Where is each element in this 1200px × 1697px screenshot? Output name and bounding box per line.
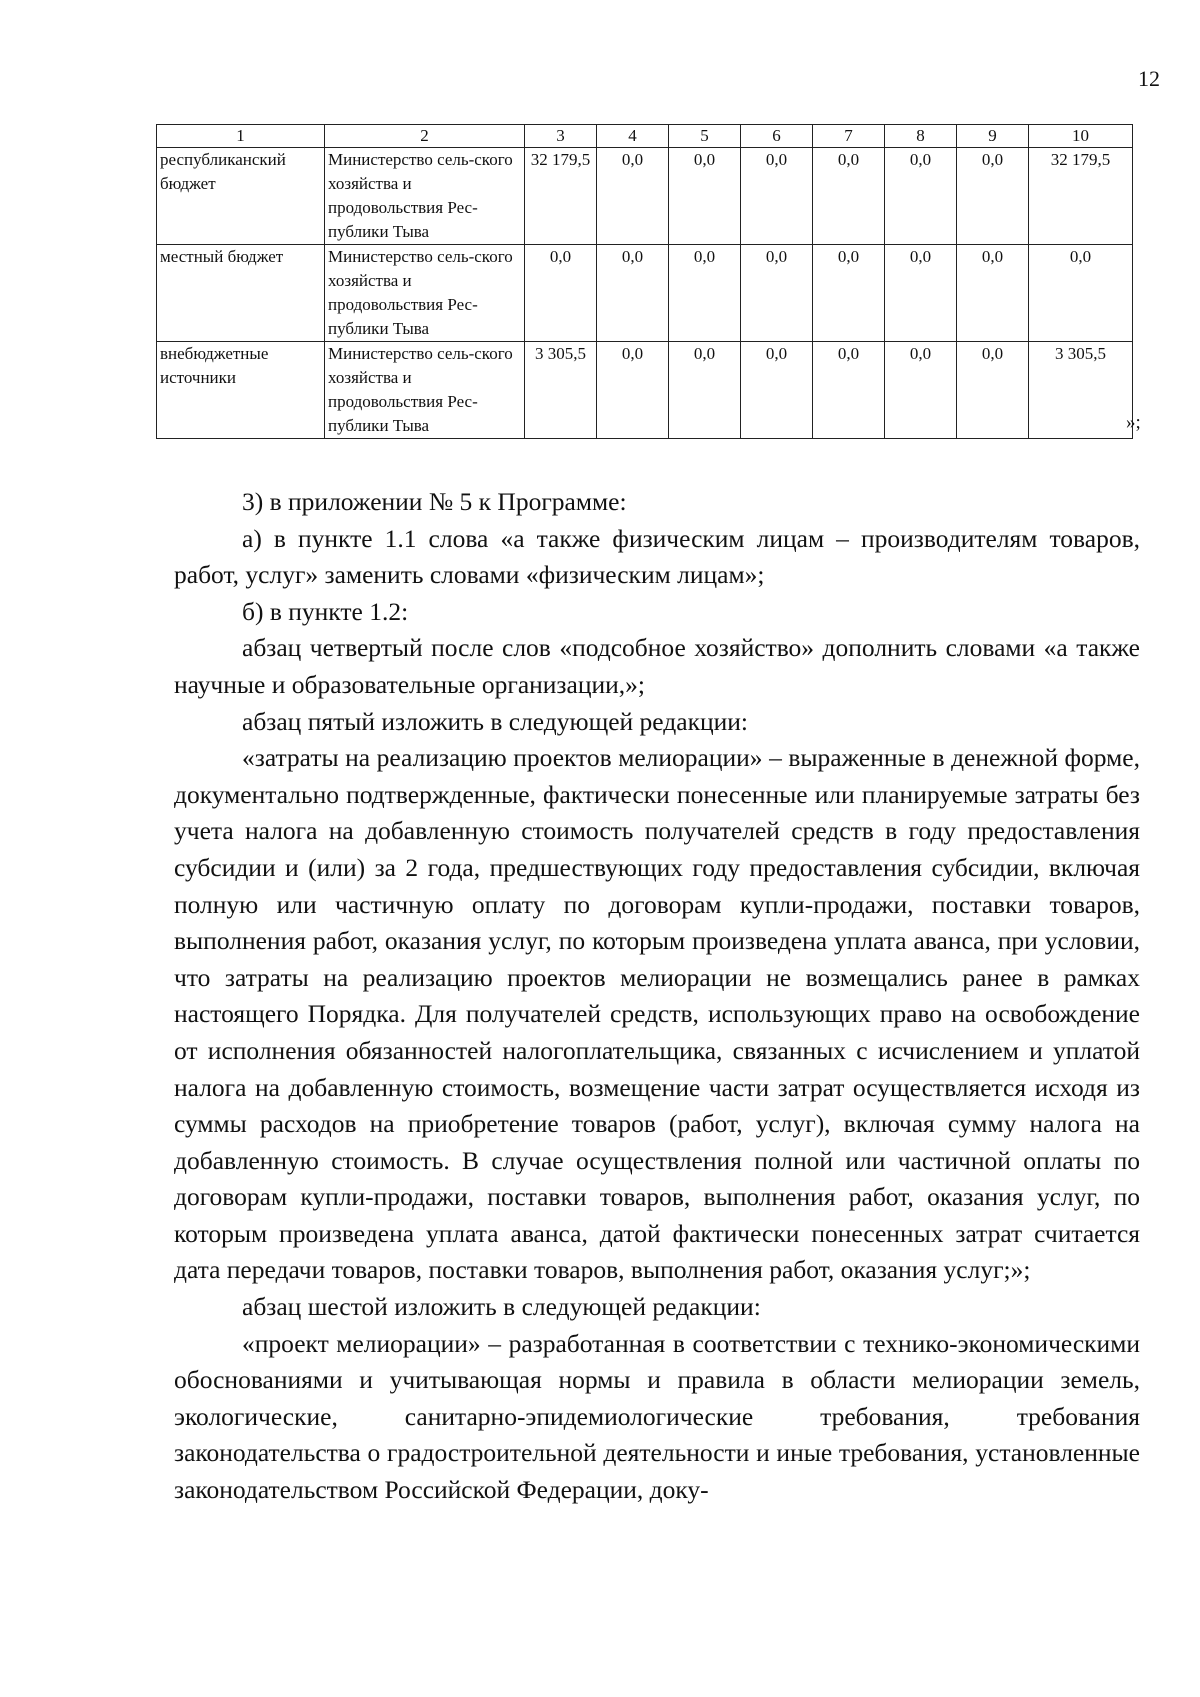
table-row-republican-budget: [157, 148, 1133, 245]
value-cell: 0,0: [957, 245, 1029, 342]
paragraph: 3) в приложении № 5 к Программе:: [242, 487, 627, 516]
page-number: 12: [1138, 66, 1160, 91]
document-body: [174, 484, 1140, 1509]
value-cell: 0,0: [669, 245, 741, 342]
value-cell: 0,0: [957, 148, 1029, 245]
table-row-local-budget: [157, 245, 1133, 342]
agency-cell: Министерство сель-ского хозяйства и продовольствия Рес-публики Тыва: [325, 342, 525, 439]
table-closing-quote: »;: [1126, 412, 1141, 433]
funding-table: [156, 124, 1133, 439]
table-header-cell: 1: [157, 125, 325, 148]
value-cell: 0,0: [885, 342, 957, 439]
paragraph: абзац пятый изложить в следующей редакции:: [242, 706, 748, 736]
value-cell: 0,0: [813, 245, 885, 342]
agency-cell: Министерство сель-ского хозяйства и продовольствия Рес-публики Тыва: [325, 245, 525, 342]
value-cell: 0,0: [597, 148, 669, 245]
table-row-extrabudgetary: [157, 342, 1133, 439]
value-cell: 0,0: [813, 148, 885, 245]
paragraph: а) в пункте 1.1 слова «а также физическим лицам – производителям товаров, работ, услуг» заменить словами «физическим лицам»;: [174, 523, 1140, 590]
table-header-row: [157, 125, 1133, 148]
paragraph: абзац шестой изложить в следующей редакции:: [242, 1292, 761, 1322]
paragraph: абзац четвертый после слов «подсобное хозяйство» дополнить словами «а также научные и образовательные организации,»;: [174, 633, 1140, 699]
table-header-cell: 7: [813, 125, 885, 148]
value-cell: 3 305,5: [525, 342, 597, 439]
table-header-cell: 10: [1029, 125, 1133, 148]
value-cell: 0,0: [957, 342, 1029, 439]
value-cell: 0,0: [597, 342, 669, 439]
value-cell: 0,0: [885, 148, 957, 245]
value-cell: 0,0: [597, 245, 669, 342]
value-cell: 0,0: [741, 245, 813, 342]
table-header-cell: 6: [741, 125, 813, 148]
value-cell: 0,0: [741, 148, 813, 245]
total-cell: 0,0: [1029, 245, 1133, 342]
value-cell: 0,0: [885, 245, 957, 342]
total-cell: 32 179,5: [1029, 148, 1133, 245]
paragraph: «проект мелиорации» – разработанная в соответствии с технико-экономическими обоснованиями и учитывающая нормы и правила в области мелиорации земель, экологические, санитарно-эпидемиологические требования, требования законодательства о градостроительной деятельности и иные требования, установленные законодательством Российской Федерации, доку-: [174, 1328, 1140, 1505]
table-header-cell: 9: [957, 125, 1029, 148]
funding-source-cell: республиканский бюджет: [157, 148, 325, 245]
value-cell: 32 179,5: [525, 148, 597, 245]
funding-source-cell: местный бюджет: [157, 245, 325, 342]
paragraph: «затраты на реализацию проектов мелиорации» – выраженные в денежной форме, документально подтвержденные, фактически понесенные или планируемые затраты без учета налога на добавленную стоимость получателей средств в году предоставления субсидии и (или) за 2 года, предшествующих году предоставления субсидии, включая полную или частичную оплату по договорам купли-продажи, поставки товаров, выполнения работ, оказания услуг, по которым произведена уплата аванса, при условии, что затраты на реализацию проектов мелиорации не возмещались ранее в рамках настоящего Порядка. Для получателей средств, использующих право на освобождение от исполнения обязанностей налогоплательщика, связанных с исчислением и уплатой налога на добавленную стоимость, возмещение части затрат осуществляется исходя из суммы расходов на приобретение товаров (работ, услуг), включая сумму налога на добавленную стоимость. В случае осуществления полной или частичной оплаты по договорам купли-продажи, поставки товаров, выполнения работ, оказания услуг, по которым произведена уплата аванса, датой фактически понесенных затрат считается дата передачи товаров, поставки товаров, выполнения работ, оказания услуг;»;: [174, 743, 1140, 1285]
table-header-cell: 8: [885, 125, 957, 148]
paragraph: б) в пункте 1.2:: [242, 596, 409, 626]
agency-cell: Министерство сель-ского хозяйства и продовольствия Рес-публики Тыва: [325, 148, 525, 245]
total-cell: 3 305,5: [1029, 342, 1133, 439]
funding-source-cell: внебюджетные источники: [157, 342, 325, 439]
value-cell: 0,0: [525, 245, 597, 342]
value-cell: 0,0: [669, 148, 741, 245]
value-cell: 0,0: [669, 342, 741, 439]
value-cell: 0,0: [741, 342, 813, 439]
value-cell: 0,0: [813, 342, 885, 439]
table-header-cell: 2: [325, 125, 525, 148]
table-header-cell: 3: [525, 125, 597, 148]
table-header-cell: 5: [669, 125, 741, 148]
table-header-cell: 4: [597, 125, 669, 148]
